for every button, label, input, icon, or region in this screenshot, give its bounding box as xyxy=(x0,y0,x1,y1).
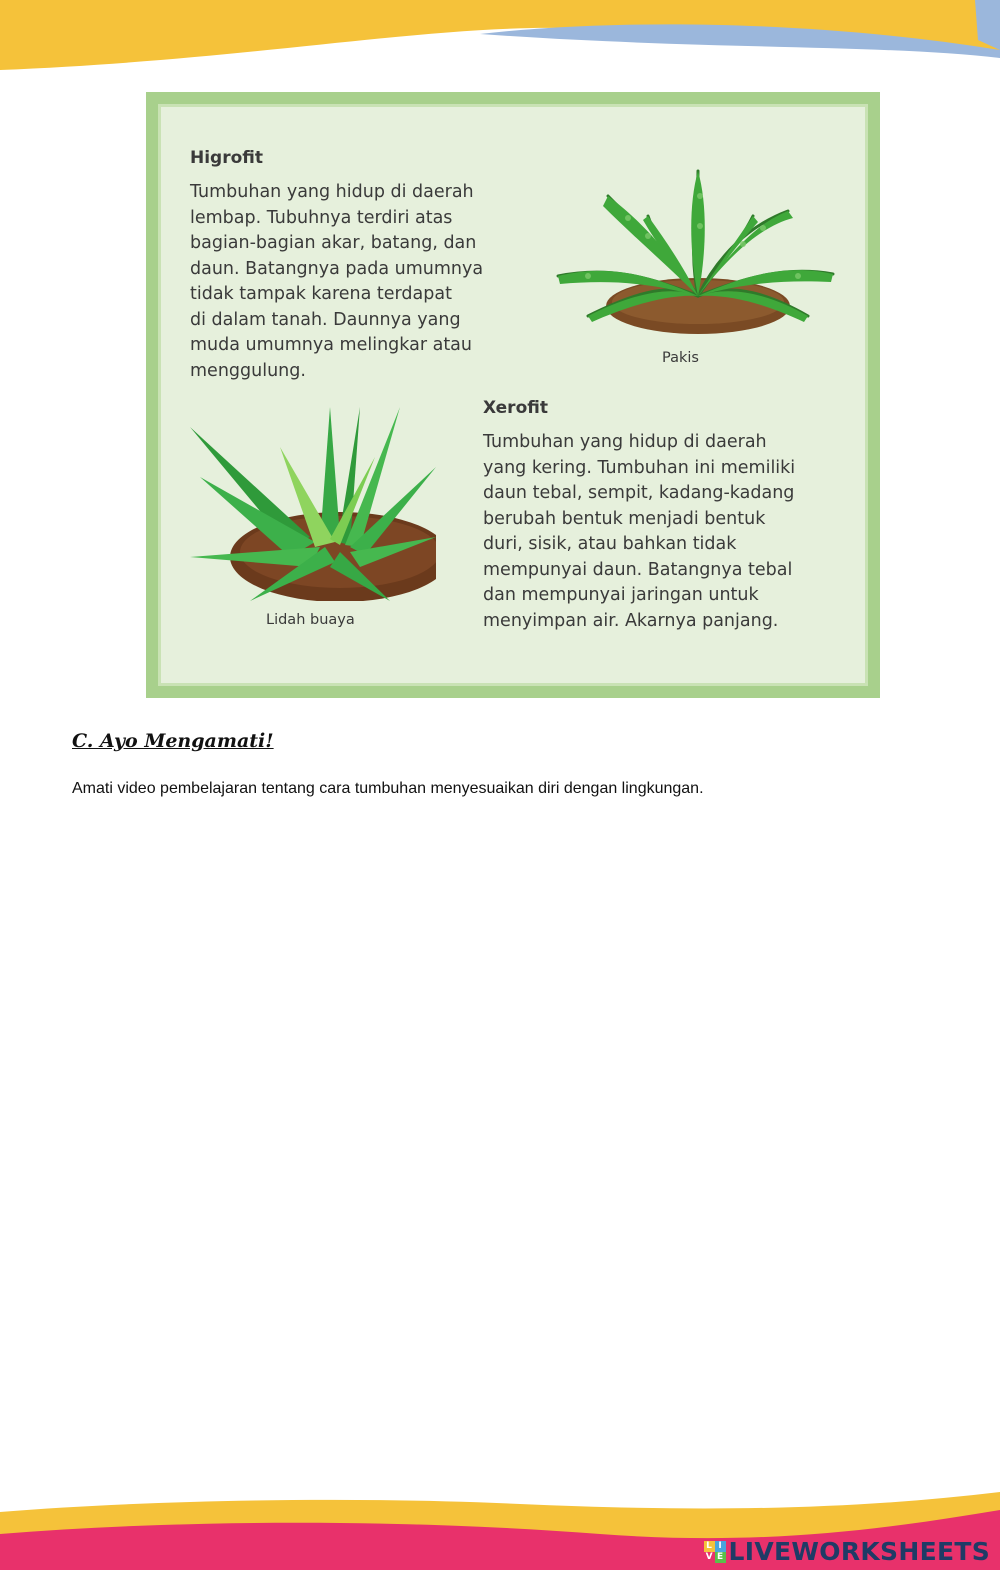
fern-illustration xyxy=(548,156,838,336)
text-line: daun tebal, sempit, kadang-kadang xyxy=(483,483,795,503)
text-line: berubah bentuk menjadi bentuk xyxy=(483,508,766,529)
fern-caption: Pakis xyxy=(662,350,699,366)
liveworksheets-logo xyxy=(704,1537,990,1566)
higrofit-title: Higrofit xyxy=(190,148,264,168)
aloe-illustration xyxy=(190,407,436,601)
instruction-text: Amati video pembelajaran tentang cara tumbuhan menyesuaikan diri dengan lingkungan. xyxy=(72,780,704,797)
text-line: dan mempunyai jaringan untuk xyxy=(483,585,759,605)
liveworksheets-icon xyxy=(704,1541,726,1563)
text-line: di dalam tanah. Daunnya yang xyxy=(190,309,461,330)
text-line: Tumbuhan yang hidup di daerah xyxy=(483,432,767,452)
text-line: duri, sisik, atau bahkan tidak xyxy=(483,534,737,554)
higrofit-description xyxy=(190,180,534,384)
top-wave-decoration xyxy=(0,0,1000,80)
text-line: menggulung. xyxy=(190,360,306,381)
text-line: Tumbuhan yang hidup di daerah xyxy=(190,182,474,202)
text-line: lembap. Tubuhnya terdiri atas xyxy=(190,207,453,228)
icon-letter: V xyxy=(704,1552,715,1563)
xerofit-description xyxy=(483,430,828,634)
icon-letter: I xyxy=(715,1541,726,1552)
icon-letter: E xyxy=(715,1552,726,1563)
icon-letter: L xyxy=(704,1541,715,1552)
text-line: menyimpan air. Akarnya panjang. xyxy=(483,610,779,631)
section-heading: C. Ayo Mengamati! xyxy=(72,730,274,752)
text-line: muda umumnya melingkar atau xyxy=(190,335,472,355)
text-line: yang kering. Tumbuhan ini memiliki xyxy=(483,457,796,478)
aloe-caption: Lidah buaya xyxy=(266,612,355,628)
brand-name: LIVEWORKSHEETS xyxy=(728,1537,990,1566)
xerofit-title: Xerofit xyxy=(483,398,548,418)
text-line: daun. Batangnya pada umumnya xyxy=(190,258,484,279)
text-line: mempunyai daun. Batangnya tebal xyxy=(483,559,793,580)
text-line: bagian-bagian akar, batang, dan xyxy=(190,233,477,253)
plant-info-card xyxy=(146,92,880,698)
text-line: tidak tampak karena terdapat xyxy=(190,284,452,304)
